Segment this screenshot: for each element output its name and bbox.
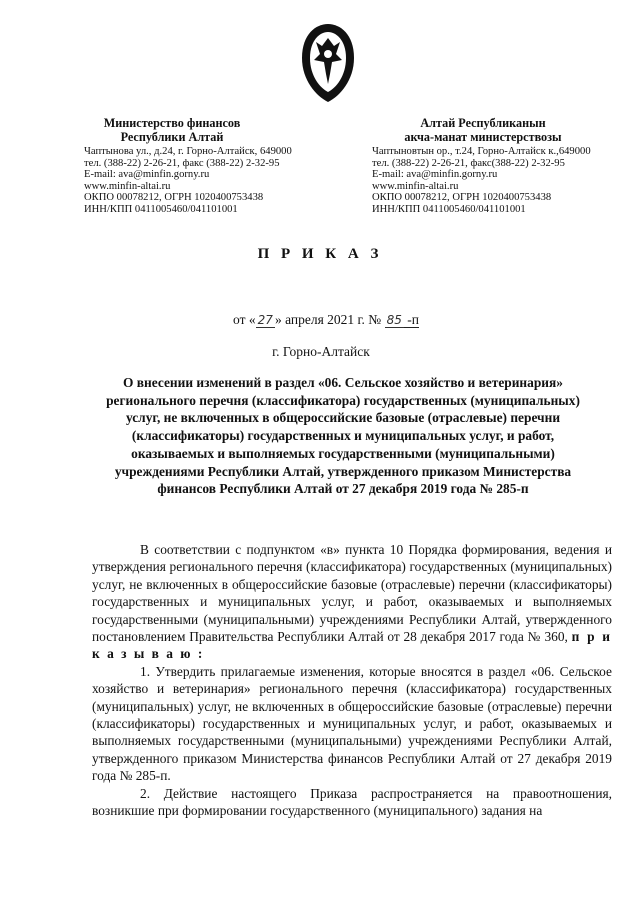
header-left xyxy=(84,116,324,216)
order-prefix: от « xyxy=(233,312,256,327)
address-alt: Чаптыновтын ор., т.24, Горно-Алтайск к.,649000 xyxy=(372,146,591,157)
paragraph-item-1: 1. Утвердить прилагаемые изменения, которые вносятся в раздел «06. Сельское хозяйство и ветеринария» регионального перечня (классификатора) государственных (муниципальных) услуг, не включенных в общероссийские базовые (отраслевые) перечни (классификаторы) государственных и муниципальных услуг, и работ, оказываемых и выполняемых государственными (муниципальными) учреждениями Республики Алтай, утвержденного приказом Министерства финансов Республики Алтай от 27 декабря 2019 года № 285-п. xyxy=(92,663,612,784)
website-alt: www.minfin-altai.ru xyxy=(372,180,459,192)
inn-ru: ИНН/КПП 0411005460/041101001 xyxy=(84,203,238,215)
paragraph-preamble xyxy=(92,541,612,663)
order-word: п р и к а з ы в а ю : xyxy=(92,629,612,662)
order-day-handwritten: 27 xyxy=(257,313,273,327)
order-suffix: -п xyxy=(403,312,419,327)
org-name-alt-line1: Алтай Республиканын xyxy=(420,116,546,130)
city: г. Горно-Алтайск xyxy=(272,344,370,359)
phone-ru: тел. (388-22) 2-26-21, факс (388-22) 2-32-95 xyxy=(84,157,280,169)
okpo-ru: ОКПО 00078212, ОГРН 1020400753438 xyxy=(84,192,264,204)
address-ru: Чаптынова ул., д.24, г. Горно-Алтайск, 649000 xyxy=(84,146,292,157)
header-right xyxy=(372,116,634,216)
inn-alt: ИНН/КПП 0411005460/041101001 xyxy=(372,203,526,215)
email-ru: E-mail: ava@minfin.gorny.ru xyxy=(84,169,210,181)
document-body xyxy=(92,541,612,820)
website-ru: www.minfin-altai.ru xyxy=(84,180,171,192)
org-name-ru-line1: Министерство финансов xyxy=(103,116,241,130)
coat-of-arms-emblem xyxy=(296,20,360,104)
okpo-alt: ОКПО 00078212, ОГРН 1020400753438 xyxy=(372,192,552,204)
order-number-handwritten: 85 xyxy=(386,313,402,327)
order-middle: » апреля 2021 г. № xyxy=(274,312,385,327)
paragraph-item-2: 2. Действие настоящего Приказа распространяется на правоотношения, возникшие при формировании государственного (муниципального) задания на xyxy=(92,785,612,819)
document-title: П Р И К А З xyxy=(257,246,383,262)
email-alt: E-mail: ava@minfin.gorny.ru xyxy=(372,169,498,181)
org-name-alt-line2: акча-манат министерствозы xyxy=(404,130,562,144)
order-subject: О внесении изменений в раздел «06. Сельское хозяйство и ветеринария» регионального перечня (классификатора) государственных (муниципальных) услуг, не включенных в общероссийские базовые (отраслевые) перечни (классификаторы) государственных и муниципальных услуг, и работ, оказываемых и выполняемых государственными (муниципальными) учреждениями Республики Алтай, утвержденного приказом Министерства финансов Республики Алтай от 27 декабря 2019 года № 285-п xyxy=(106,375,580,497)
order-date-number xyxy=(0,312,640,328)
org-name-ru-line2: Республики Алтай xyxy=(120,130,224,144)
preamble-text: В соответствии с подпунктом «в» пункта 10 Порядка формирования, ведения и утверждения регионального перечня (классификатора) государственных (муниципальных) услуг, не включенных в общероссийские базовые (отраслевые) перечни (классификаторы) государственных и муниципальных услуг, и работ, оказываемых и выполняемых государственными (муниципальными) учреждениями Республики Алтай, утвержденного постановлением Правительства Республики Алтай от 28 декабря 2017 года № 360, xyxy=(92,542,612,645)
phone-alt: тел. (388-22) 2-26-21, факс(388-22) 2-32-95 xyxy=(372,157,565,169)
